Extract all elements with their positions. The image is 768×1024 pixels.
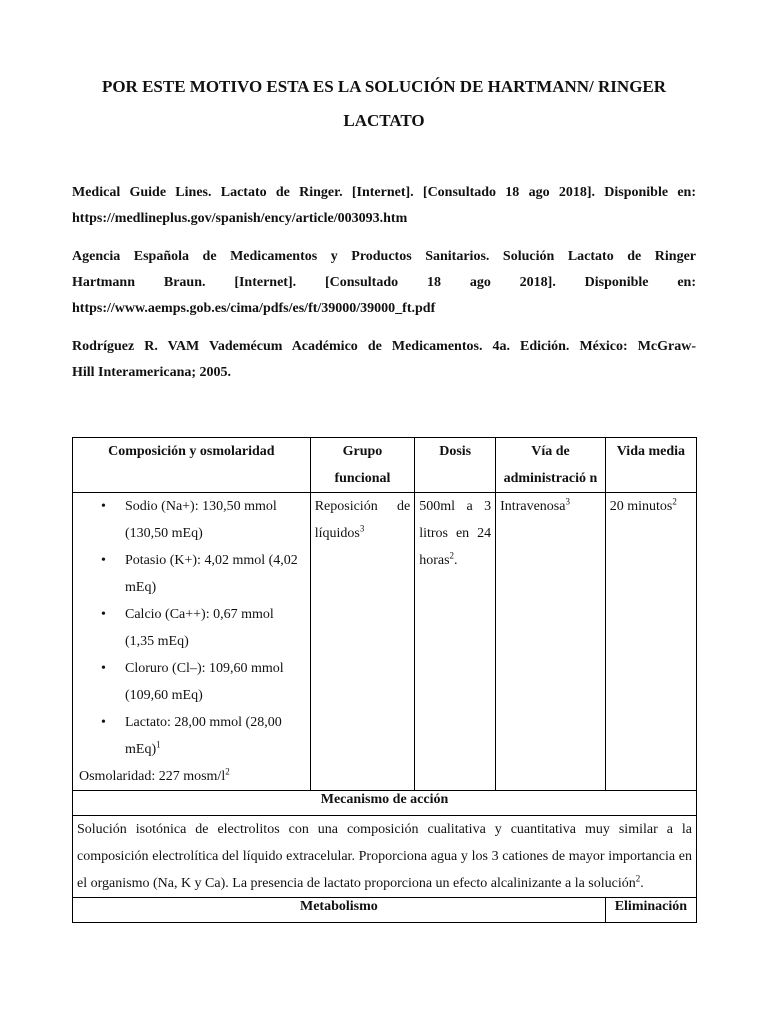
composition-item: • Cloruro (Cl–): 109,60 mmol (109,60 mEq): [125, 655, 306, 709]
composition-item: • Lactato: 28,00 mmol (28,00 mEq)$^1$: [125, 709, 306, 763]
header-via: Vía de administració n: [496, 438, 606, 493]
composition-item: • Potasio (K+): 4,02 mmol (4,02 mEq): [125, 547, 306, 601]
reference-3-line-2: Hill Interamericana; 2005.: [72, 365, 232, 380]
osmolaridad-text: Osmolaridad: 227 mosm/$l^2$: [79, 766, 230, 784]
table-header-row: [73, 438, 697, 493]
metabolismo-header: Metabolismo: [73, 898, 606, 923]
reference-3: [72, 334, 696, 386]
title-line-1: POR ESTE MOTIVO ESTA ES LA SOLUCIÓN DE HARTMANN/ RINGER: [101, 77, 667, 96]
header-vida: Vida media: [605, 438, 696, 493]
mecanismo-header-row: [73, 791, 697, 816]
mecanismo-header: Mecanismo de acción: [73, 791, 697, 816]
composition-list: [77, 493, 306, 763]
reference-2-line-2: Hartmann Braun. [Internet]. [Consultado 18 ago 2018]. Disponible en:: [72, 275, 696, 290]
reference-2-line-1: Agencia Española de Medicamentos y Productos Sanitarios. Solución Lactato de Ringer: [72, 249, 696, 264]
header-composicion: Composición y osmolaridad: [73, 438, 311, 493]
reference-2: [72, 244, 696, 322]
page-title: [72, 70, 696, 138]
header-dosis: Dosis: [415, 438, 496, 493]
reference-2-line-3: https://www.aemps.gob.es/cima/pdfs/es/ft/39000/39000_ft.pdf: [72, 301, 436, 316]
grupo-cell: Reposición de líquidos$^3$: [310, 493, 415, 791]
reference-1: [72, 180, 696, 232]
dosis-cell: 500ml a 3 litros en 24 horas$^2$.: [415, 493, 496, 791]
composition-cell: [73, 493, 311, 791]
vida-cell: 20 minutos$^2$: [605, 493, 696, 791]
via-cell: Intravenosa$^3$: [496, 493, 606, 791]
reference-1-line-2: https://medlineplus.gov/spanish/ency/article/003093.htm: [72, 211, 408, 226]
reference-1-line-1: Medical Guide Lines. Lactato de Ringer. [Internet]. [Consultado 18 ago 2018]. Disponible en:: [72, 185, 696, 200]
reference-3-line-1: Rodríguez R. VAM Vademécum Académico de Medicamentos. 4a. Edición. México: McGraw-: [72, 339, 696, 354]
header-grupo: Grupo funcional: [310, 438, 415, 493]
mecanismo-text: Solución isotónica de electrolitos con una composición cualitativa y cuantitativa muy similar a la composición electrolítica del líquido extracelular. Proporciona agua y los 3 cationes de mayor importancia en el organismo (Na, K y Ca). La presencia de lactato proporciona un efecto alcalinizante a la solución$^2$.: [73, 816, 697, 898]
drug-info-table: [72, 437, 697, 923]
table-row: [73, 493, 697, 791]
composition-item: • Calcio (Ca++): 0,67 mmol (1,35 mEq): [125, 601, 306, 655]
eliminacion-header: Eliminación: [605, 898, 696, 923]
metabolismo-header-row: [73, 898, 697, 923]
title-line-2: LACTATO: [343, 111, 425, 130]
mecanismo-row: [73, 816, 697, 898]
composition-item: • Sodio (Na+): 130,50 mmol (130,50 mEq): [125, 493, 306, 547]
